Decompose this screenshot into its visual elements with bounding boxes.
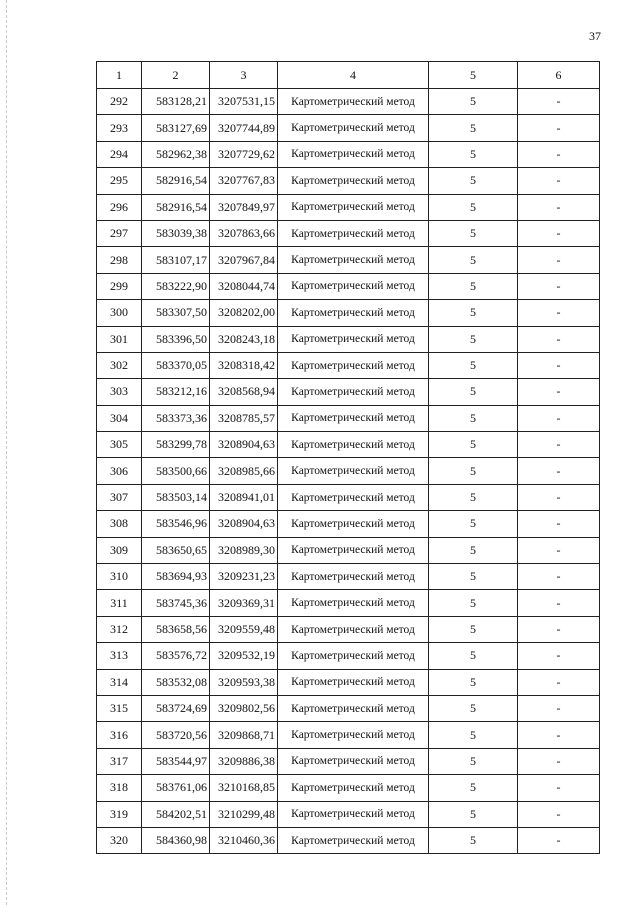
y-coordinate-cell: 3210460,36 — [210, 827, 278, 853]
y-coordinate-cell: 3207729,62 — [210, 141, 278, 167]
method-cell: Картометрический метод — [278, 379, 429, 405]
method-cell: Картометрический метод — [278, 300, 429, 326]
point-number-cell: 293 — [97, 115, 142, 141]
point-number-cell: 299 — [97, 273, 142, 299]
method-cell: Картометрический метод — [278, 220, 429, 246]
point-number-cell: 314 — [97, 669, 142, 695]
method-cell: Картометрический метод — [278, 194, 429, 220]
x-coordinate-cell: 583745,36 — [142, 590, 210, 616]
x-coordinate-cell: 583128,21 — [142, 89, 210, 115]
method-cell: Картометрический метод — [278, 669, 429, 695]
precision-cell: 5 — [429, 141, 518, 167]
table-row — [97, 590, 600, 616]
precision-cell: 5 — [429, 775, 518, 801]
x-coordinate-cell: 583724,69 — [142, 695, 210, 721]
method-cell: Картометрический метод — [278, 695, 429, 721]
description-cell: - — [518, 326, 600, 352]
point-number-cell: 297 — [97, 220, 142, 246]
y-coordinate-cell: 3209369,31 — [210, 590, 278, 616]
point-number-cell: 308 — [97, 511, 142, 537]
description-cell: - — [518, 300, 600, 326]
y-coordinate-cell: 3208318,42 — [210, 352, 278, 378]
x-coordinate-cell: 584360,98 — [142, 827, 210, 853]
y-coordinate-cell: 3207767,83 — [210, 168, 278, 194]
table-row — [97, 432, 600, 458]
y-coordinate-cell: 3208989,30 — [210, 537, 278, 563]
table-row — [97, 352, 600, 378]
table-row — [97, 564, 600, 590]
x-coordinate-cell: 583532,08 — [142, 669, 210, 695]
description-cell: - — [518, 669, 600, 695]
precision-cell: 5 — [429, 194, 518, 220]
method-cell: Картометрический метод — [278, 590, 429, 616]
description-cell: - — [518, 590, 600, 616]
table-row — [97, 194, 600, 220]
method-cell: Картометрический метод — [278, 643, 429, 669]
method-cell: Картометрический метод — [278, 141, 429, 167]
precision-cell: 5 — [429, 326, 518, 352]
point-number-cell: 305 — [97, 432, 142, 458]
precision-cell: 5 — [429, 564, 518, 590]
description-cell: - — [518, 458, 600, 484]
header-row — [97, 62, 600, 89]
table-row — [97, 801, 600, 827]
precision-cell: 5 — [429, 722, 518, 748]
precision-cell: 5 — [429, 220, 518, 246]
description-cell: - — [518, 775, 600, 801]
table-row — [97, 484, 600, 510]
y-coordinate-cell: 3208904,63 — [210, 432, 278, 458]
x-coordinate-cell: 583107,17 — [142, 247, 210, 273]
column-header: 5 — [429, 62, 518, 89]
y-coordinate-cell: 3207849,97 — [210, 194, 278, 220]
y-coordinate-cell: 3210299,48 — [210, 801, 278, 827]
precision-cell: 5 — [429, 89, 518, 115]
point-number-cell: 307 — [97, 484, 142, 510]
precision-cell: 5 — [429, 748, 518, 774]
method-cell: Картометрический метод — [278, 89, 429, 115]
x-coordinate-cell: 583039,38 — [142, 220, 210, 246]
table-row — [97, 168, 600, 194]
precision-cell: 5 — [429, 432, 518, 458]
precision-cell: 5 — [429, 273, 518, 299]
table-row — [97, 775, 600, 801]
column-header: 1 — [97, 62, 142, 89]
description-cell: - — [518, 220, 600, 246]
table-row — [97, 458, 600, 484]
description-cell: - — [518, 168, 600, 194]
method-cell: Картометрический метод — [278, 775, 429, 801]
table-row — [97, 220, 600, 246]
x-coordinate-cell: 583212,16 — [142, 379, 210, 405]
precision-cell: 5 — [429, 590, 518, 616]
precision-cell: 5 — [429, 537, 518, 563]
description-cell: - — [518, 141, 600, 167]
method-cell: Картометрический метод — [278, 801, 429, 827]
precision-cell: 5 — [429, 669, 518, 695]
precision-cell: 5 — [429, 300, 518, 326]
y-coordinate-cell: 3208941,01 — [210, 484, 278, 510]
column-header: 6 — [518, 62, 600, 89]
precision-cell: 5 — [429, 405, 518, 431]
table-row — [97, 669, 600, 695]
x-coordinate-cell: 582916,54 — [142, 168, 210, 194]
point-number-cell: 295 — [97, 168, 142, 194]
table-row — [97, 695, 600, 721]
precision-cell: 5 — [429, 616, 518, 642]
x-coordinate-cell: 582916,54 — [142, 194, 210, 220]
precision-cell: 5 — [429, 115, 518, 141]
precision-cell: 5 — [429, 511, 518, 537]
method-cell: Картометрический метод — [278, 616, 429, 642]
y-coordinate-cell: 3209559,48 — [210, 616, 278, 642]
coordinates-table — [96, 61, 600, 854]
point-number-cell: 319 — [97, 801, 142, 827]
description-cell: - — [518, 115, 600, 141]
point-number-cell: 292 — [97, 89, 142, 115]
description-cell: - — [518, 537, 600, 563]
y-coordinate-cell: 3210168,85 — [210, 775, 278, 801]
point-number-cell: 300 — [97, 300, 142, 326]
point-number-cell: 303 — [97, 379, 142, 405]
description-cell: - — [518, 379, 600, 405]
x-coordinate-cell: 583720,56 — [142, 722, 210, 748]
method-cell: Картометрический метод — [278, 168, 429, 194]
x-coordinate-cell: 583299,78 — [142, 432, 210, 458]
y-coordinate-cell: 3207744,89 — [210, 115, 278, 141]
table-row — [97, 273, 600, 299]
point-number-cell: 318 — [97, 775, 142, 801]
description-cell: - — [518, 273, 600, 299]
table-row — [97, 300, 600, 326]
method-cell: Картометрический метод — [278, 564, 429, 590]
description-cell: - — [518, 484, 600, 510]
description-cell: - — [518, 89, 600, 115]
table-row — [97, 722, 600, 748]
table-row — [97, 326, 600, 352]
method-cell: Картометрический метод — [278, 352, 429, 378]
precision-cell: 5 — [429, 458, 518, 484]
table-row — [97, 511, 600, 537]
table-row — [97, 379, 600, 405]
y-coordinate-cell: 3209532,19 — [210, 643, 278, 669]
column-header: 3 — [210, 62, 278, 89]
description-cell: - — [518, 247, 600, 273]
description-cell: - — [518, 748, 600, 774]
x-coordinate-cell: 583307,50 — [142, 300, 210, 326]
point-number-cell: 315 — [97, 695, 142, 721]
page-edge-marks — [6, 0, 7, 905]
method-cell: Картометрический метод — [278, 115, 429, 141]
method-cell: Картометрический метод — [278, 511, 429, 537]
precision-cell: 5 — [429, 827, 518, 853]
point-number-cell: 294 — [97, 141, 142, 167]
table-row — [97, 748, 600, 774]
point-number-cell: 302 — [97, 352, 142, 378]
precision-cell: 5 — [429, 168, 518, 194]
description-cell: - — [518, 827, 600, 853]
x-coordinate-cell: 583650,65 — [142, 537, 210, 563]
x-coordinate-cell: 582962,38 — [142, 141, 210, 167]
point-number-cell: 304 — [97, 405, 142, 431]
description-cell: - — [518, 194, 600, 220]
x-coordinate-cell: 583503,14 — [142, 484, 210, 510]
precision-cell: 5 — [429, 801, 518, 827]
x-coordinate-cell: 583544,97 — [142, 748, 210, 774]
y-coordinate-cell: 3207531,15 — [210, 89, 278, 115]
x-coordinate-cell: 583761,06 — [142, 775, 210, 801]
description-cell: - — [518, 405, 600, 431]
point-number-cell: 313 — [97, 643, 142, 669]
y-coordinate-cell: 3209593,38 — [210, 669, 278, 695]
column-header: 4 — [278, 62, 429, 89]
description-cell: - — [518, 352, 600, 378]
method-cell: Картометрический метод — [278, 748, 429, 774]
description-cell: - — [518, 564, 600, 590]
y-coordinate-cell: 3207967,84 — [210, 247, 278, 273]
y-coordinate-cell: 3208985,66 — [210, 458, 278, 484]
x-coordinate-cell: 583694,93 — [142, 564, 210, 590]
x-coordinate-cell: 583658,56 — [142, 616, 210, 642]
x-coordinate-cell: 584202,51 — [142, 801, 210, 827]
point-number-cell: 317 — [97, 748, 142, 774]
method-cell: Картометрический метод — [278, 326, 429, 352]
table-row — [97, 537, 600, 563]
table-row — [97, 616, 600, 642]
method-cell: Картометрический метод — [278, 405, 429, 431]
method-cell: Картометрический метод — [278, 273, 429, 299]
point-number-cell: 296 — [97, 194, 142, 220]
method-cell: Картометрический метод — [278, 458, 429, 484]
description-cell: - — [518, 643, 600, 669]
y-coordinate-cell: 3208202,00 — [210, 300, 278, 326]
table-row — [97, 827, 600, 853]
precision-cell: 5 — [429, 643, 518, 669]
point-number-cell: 309 — [97, 537, 142, 563]
y-coordinate-cell: 3208904,63 — [210, 511, 278, 537]
y-coordinate-cell: 3207863,66 — [210, 220, 278, 246]
table-body — [97, 89, 600, 854]
description-cell: - — [518, 722, 600, 748]
x-coordinate-cell: 583222,90 — [142, 273, 210, 299]
method-cell: Картометрический метод — [278, 484, 429, 510]
description-cell: - — [518, 616, 600, 642]
x-coordinate-cell: 583500,66 — [142, 458, 210, 484]
description-cell: - — [518, 432, 600, 458]
x-coordinate-cell: 583396,50 — [142, 326, 210, 352]
page-number: 37 — [589, 29, 601, 43]
precision-cell: 5 — [429, 247, 518, 273]
method-cell: Картометрический метод — [278, 722, 429, 748]
description-cell: - — [518, 511, 600, 537]
y-coordinate-cell: 3209802,56 — [210, 695, 278, 721]
table-row — [97, 141, 600, 167]
x-coordinate-cell: 583546,96 — [142, 511, 210, 537]
x-coordinate-cell: 583373,36 — [142, 405, 210, 431]
table-row — [97, 89, 600, 115]
method-cell: Картометрический метод — [278, 432, 429, 458]
method-cell: Картометрический метод — [278, 247, 429, 273]
point-number-cell: 306 — [97, 458, 142, 484]
point-number-cell: 301 — [97, 326, 142, 352]
column-header: 2 — [142, 62, 210, 89]
y-coordinate-cell: 3208044,74 — [210, 273, 278, 299]
x-coordinate-cell: 583127,69 — [142, 115, 210, 141]
y-coordinate-cell: 3209231,23 — [210, 564, 278, 590]
point-number-cell: 312 — [97, 616, 142, 642]
table-row — [97, 247, 600, 273]
y-coordinate-cell: 3208568,94 — [210, 379, 278, 405]
point-number-cell: 320 — [97, 827, 142, 853]
precision-cell: 5 — [429, 379, 518, 405]
precision-cell: 5 — [429, 484, 518, 510]
method-cell: Картометрический метод — [278, 827, 429, 853]
description-cell: - — [518, 801, 600, 827]
description-cell: - — [518, 695, 600, 721]
table-header — [97, 62, 600, 89]
x-coordinate-cell: 583576,72 — [142, 643, 210, 669]
table-row — [97, 405, 600, 431]
precision-cell: 5 — [429, 695, 518, 721]
point-number-cell: 310 — [97, 564, 142, 590]
precision-cell: 5 — [429, 352, 518, 378]
point-number-cell: 298 — [97, 247, 142, 273]
y-coordinate-cell: 3208785,57 — [210, 405, 278, 431]
table-row — [97, 643, 600, 669]
point-number-cell: 311 — [97, 590, 142, 616]
point-number-cell: 316 — [97, 722, 142, 748]
method-cell: Картометрический метод — [278, 537, 429, 563]
x-coordinate-cell: 583370,05 — [142, 352, 210, 378]
y-coordinate-cell: 3209886,38 — [210, 748, 278, 774]
y-coordinate-cell: 3209868,71 — [210, 722, 278, 748]
table-row — [97, 115, 600, 141]
y-coordinate-cell: 3208243,18 — [210, 326, 278, 352]
